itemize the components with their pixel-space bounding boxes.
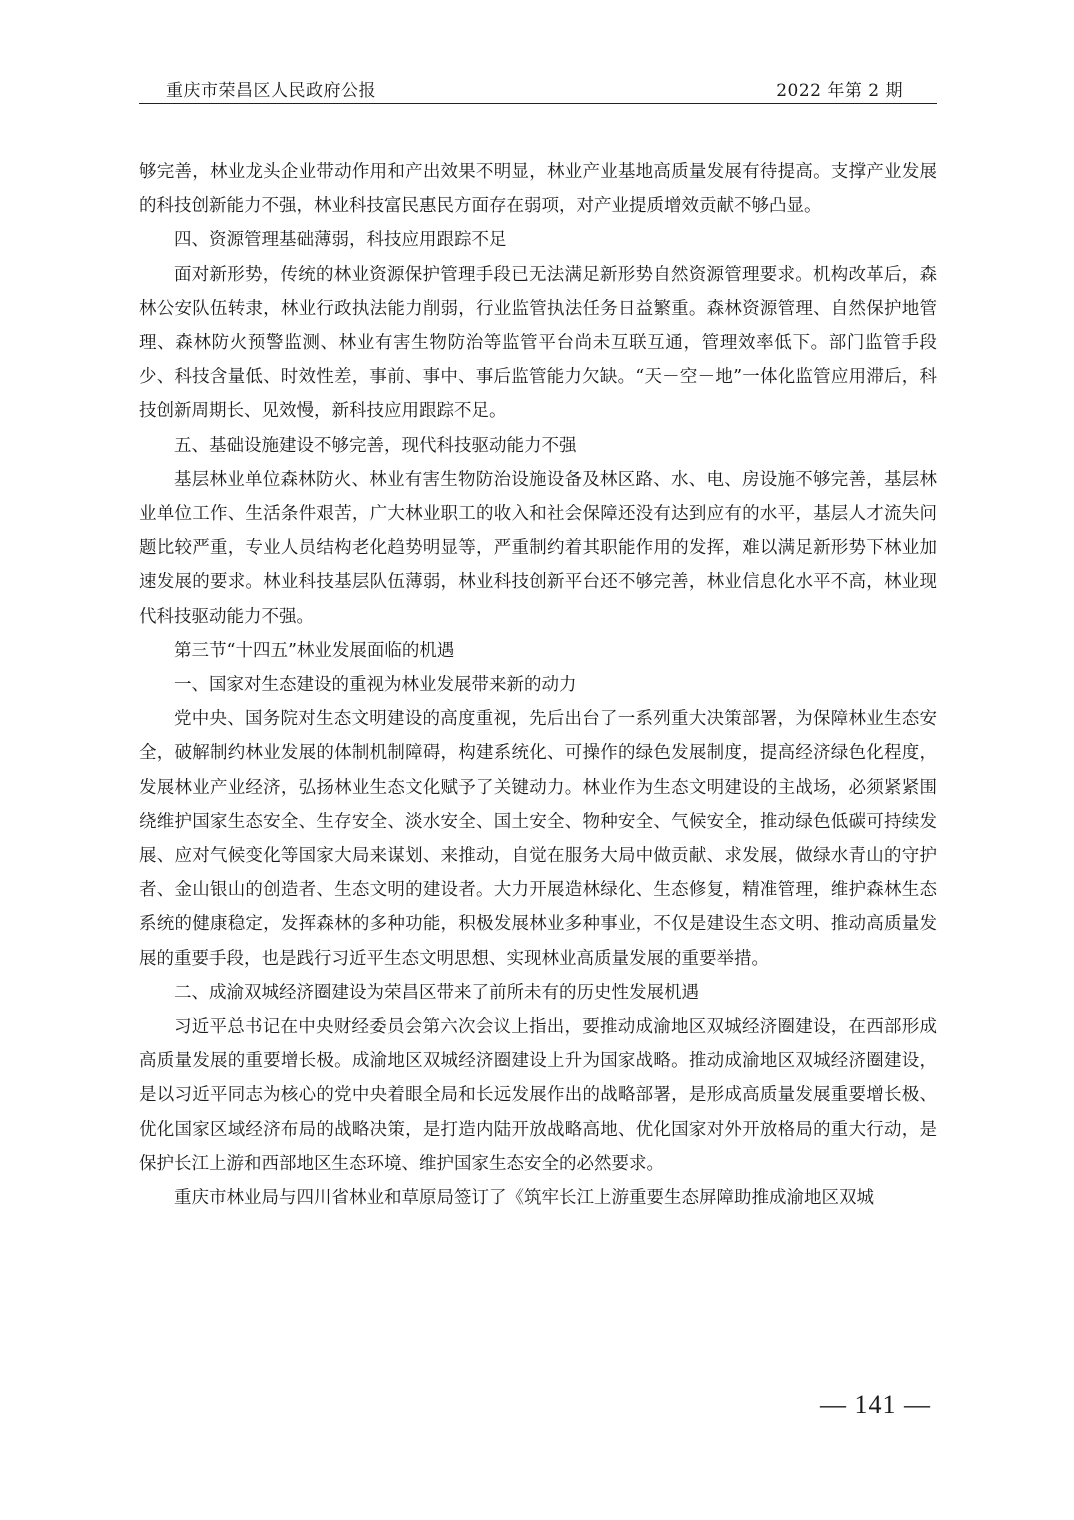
paragraph: 够完善，林业龙头企业带动作用和产出效果不明显，林业产业基地高质量发展有待提高。支撑产业发展的科技创新能力不强，林业科技富民惠民方面存在弱项，对产业提质增效贡献不够凸显。 bbox=[139, 162, 937, 217]
paragraph: 面对新形势，传统的林业资源保护管理手段已无法满足新形势自然资源管理要求。机构改革后，森林公安队伍转隶，林业行政执法能力削弱，行业监管执法任务日益繁重。森林资源管理、自然保护地管理、森林防火预警监测、林业有害生物防治等监管平台尚未互联互通，管理效率低下。部门监管手段少、科技含量低、时效性差，事前、事中、事后监管能力欠缺。“天－空－地”一体化监管应用滞后，科技创新周期长、见效慢，新科技应用跟踪不足。 bbox=[139, 264, 937, 422]
section-heading: 一、国家对生态建设的重视为林业发展带来新的动力 bbox=[174, 675, 577, 696]
section-heading: 二、成渝双城经济圈建设为荣昌区带来了前所未有的历史性发展机遇 bbox=[174, 982, 699, 1003]
issue-label: 2022 年第 2 期 bbox=[776, 81, 903, 101]
paragraph: 基层林业单位森林防火、林业有害生物防治设施设备及林区路、水、电、房设施不够完善，基层林业单位工作、生活条件艰苦，广大林业职工的收入和社会保障还没有达到应有的水平，基层人才流失问题比较严重，专业人员结构老化趋势明显等，严重制约着其职能作用的发挥，难以满足新形势下林业加速发展的要求。林业科技基层队伍薄弱，林业科技创新平台还不够完善，林业信息化水平不高，林业现代科技驱动能力不强。 bbox=[139, 469, 937, 627]
page-number: — 141 — bbox=[820, 1390, 931, 1419]
paragraph: 习近平总书记在中央财经委员会第六次会议上指出，要推动成渝地区双城经济圈建设，在西部形成高质量发展的重要增长极。成渝地区双城经济圈建设上升为国家战略。推动成渝地区双城经济圈建设，是以习近平同志为核心的党中央着眼全局和长远发展作出的战略部署，是形成高质量发展重要增长极、优化国家区域经济布局的战略决策，是打造内陆开放战略高地、优化国家对外开放格局的重大行动，是保护长江上游和西部地区生态环境、维护国家生态安全的必然要求。 bbox=[139, 1017, 937, 1174]
paragraph: 党中央、国务院对生态文明建设的高度重视，先后出台了一系列重大决策部署，为保障林业生态安全，破解制约林业发展的体制机制障碍，构建系统化、可操作的绿色发展制度，提高经济绿色化程度，发展林业产业经济，弘扬林业生态文化赋予了关键动力。林业作为生态文明建设的主战场，必须紧紧围绕维护国家生态安全、生存安全、淡水安全、国土安全、物种安全、气候安全，推动绿色低碳可持续发展、应对气候变化等国家大局来谋划、来推动，自觉在服务大局中做贡献、求发展，做绿水青山的守护者、金山银山的创造者、生态文明的建设者。大力开展造林绿化、生态修复，精准管理，维护森林生态系统的健康稳定，发挥森林的多种功能，积极发展林业多种事业，不仅是建设生态文明、推动高质量发展的重要手段，也是践行习近平生态文明思想、实现林业高质量发展的重要举措。 bbox=[139, 709, 937, 969]
chapter-section-heading: 第三节“十四五”林业发展面临的机遇 bbox=[174, 640, 455, 661]
paragraph: 重庆市林业局与四川省林业和草原局签订了《筑牢长江上游重要生态屏障助推成渝地区双城 bbox=[174, 1188, 874, 1209]
page-header bbox=[139, 72, 937, 104]
article-body bbox=[139, 155, 937, 1215]
section-heading: 四、资源管理基础薄弱，科技应用跟踪不足 bbox=[174, 230, 507, 251]
gazette-title: 重庆市荣昌区人民政府公报 bbox=[166, 81, 376, 101]
section-heading: 五、基础设施建设不够完善，现代科技驱动能力不强 bbox=[174, 435, 577, 456]
